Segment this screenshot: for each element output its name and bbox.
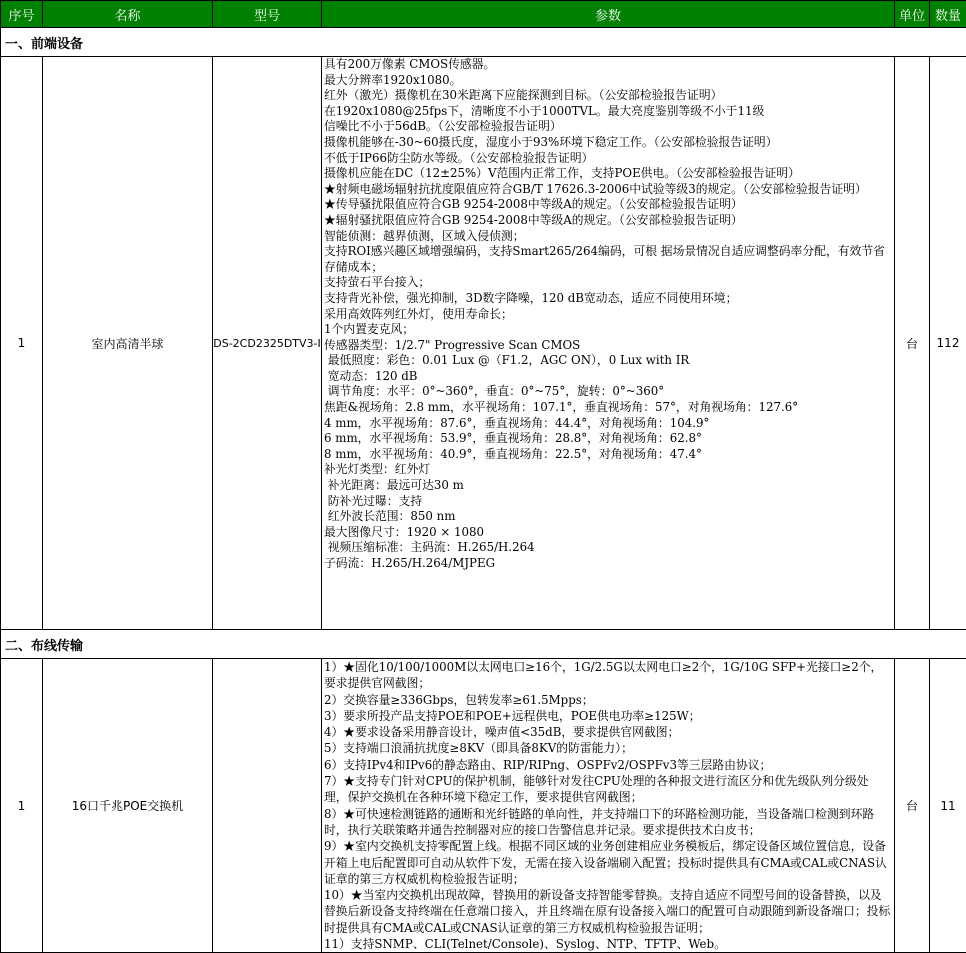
param-line: 7）★支持专门针对CPU的保护机制，能够针对发往CPU处理的各种报文进行流区分和优先级队列分级处理，保护交换机在各种环境下稳定工作，要求提供官网截图；: [324, 773, 892, 806]
param-line: 支持萤石平台接入；: [324, 275, 892, 291]
param-line: 支持ROI感兴趣区域增强编码，支持Smart265/264编码，可根 据场景情况自适应调整码率分配，有效节省存储成本；: [324, 244, 892, 275]
param-line: 补光距离：最远可达30 m: [324, 478, 892, 494]
header-index: 序号: [1, 1, 43, 28]
param-line: 1）★固化10/100/1000M以太网电口≥16个，1G/2.5G以太网电口≥2个，1G/10G SFP+光接口≥2个，要求提供官网截图；: [324, 659, 892, 692]
param-line: 具有200万像素 CMOS传感器。: [324, 57, 892, 73]
param-line: 在1920x1080@25fps下，清晰度不小于1000TVL。最大亮度鉴别等级不小于11级: [324, 104, 892, 120]
param-line: 9）★室内交换机支持零配置上线。根据不同区域的业务创建相应业务模板后，绑定设备区域位置信息，设备开箱上电后配置即可自动从软件下发，无需在接入设备端刷入配置；投标时提供具有CMA或CAL或CNAS认证章的第三方权威机构检验报告证明；: [324, 838, 892, 887]
param-line: 5）支持端口浪涌抗扰度≥8KV（即具备8KV的防雷能力）；: [324, 740, 892, 756]
param-line: 最大图像尺寸：1920 × 1080: [324, 525, 892, 541]
section-title: 一、前端设备: [1, 28, 966, 57]
row-params: [322, 57, 895, 630]
row-model: DS-2CD2325DTV3-I: [213, 57, 322, 630]
row-qty: 11: [930, 659, 966, 953]
header-params: 参数: [322, 1, 895, 28]
param-line: 1个内置麦克风；: [324, 322, 892, 338]
header-row: [1, 1, 966, 28]
section-row: [1, 28, 966, 57]
section-row: [1, 630, 966, 659]
param-line: 8 mm，水平视场角：40.9°，垂直视场角：22.5°，对角视场角：47.4°: [324, 447, 892, 463]
param-line: 6）支持IPv4和IPv6的静态路由、RIP/RIPng、OSPFv2/OSPFv3等三层路由协议；: [324, 757, 892, 773]
param-line: 3）要求所投产品支持POE和POE+远程供电，POE供电功率≥125W；: [324, 708, 892, 724]
param-line: 摄像机能够在-30~60摄氏度，湿度小于93%环境下稳定工作。（公安部检验报告证明）: [324, 135, 892, 151]
row-index: 1: [1, 659, 43, 953]
param-line: 防补光过曝：支持: [324, 494, 892, 510]
param-line: 4）★要求设备采用静音设计，噪声值<35dB，要求提供官网截图；: [324, 724, 892, 740]
param-line: 6 mm，水平视场角：53.9°，垂直视场角：28.8°，对角视场角：62.8°: [324, 431, 892, 447]
row-unit: 台: [895, 57, 930, 630]
param-line: 摄像机应能在DC（12±25%）V范围内正常工作，支持POE供电。（公安部检验报告证明）: [324, 166, 892, 182]
param-line: 信噪比不小于56dB。（公安部检验报告证明）: [324, 119, 892, 135]
param-line: 补光灯类型：红外灯: [324, 462, 892, 478]
param-line: 智能侦测：越界侦测，区域入侵侦测；: [324, 229, 892, 245]
param-line: 8）★可快速检测链路的通断和光纤链路的单向性，并支持端口下的环路检测功能，当设备端口检测到环路时，执行关联策略并通告控制器对应的接口告警信息并记录。要求提供技术白皮书；: [324, 806, 892, 839]
section-title: 二、布线传输: [1, 630, 966, 659]
param-line: 不低于IP66防尘防水等级。（公安部检验报告证明）: [324, 151, 892, 167]
row-params: [322, 659, 895, 953]
param-line: 传感器类型：1/2.7" Progressive Scan CMOS: [324, 338, 892, 354]
param-line: 最低照度：彩色：0.01 Lux @（F1.2，AGC ON），0 Lux with IR: [324, 353, 892, 369]
row-qty: 112: [930, 57, 966, 630]
header-qty: 数量: [930, 1, 966, 28]
row-name: 室内高清半球: [43, 57, 213, 630]
header-unit: 单位: [895, 1, 930, 28]
param-line: 视频压缩标准：主码流：H.265/H.264: [324, 540, 892, 556]
param-line: 10）★当室内交换机出现故障，替换用的新设备支持智能零替换。支持自适应不同型号间的设备替换，以及替换后新设备支持终端在任意端口接入，并且终端在原有设备接入端口的配置可自动跟随到新设备端口；投标时提供具有CMA或CAL或CNAS认证章的第三方权威机构检验报告证明；: [324, 887, 892, 936]
row-index: 1: [1, 57, 43, 630]
row-model: [213, 659, 322, 953]
param-line: 红外波长范围：850 nm: [324, 509, 892, 525]
param-line: 支持背光补偿，强光抑制，3D数字降噪，120 dB宽动态，适应不同使用环境；: [324, 291, 892, 307]
table-row: [1, 57, 966, 630]
param-line: 调节角度：水平：0°~360°，垂直：0°~75°，旋转：0°~360°: [324, 384, 892, 400]
header-name: 名称: [43, 1, 213, 28]
table-row: [1, 659, 966, 953]
param-line: 宽动态：120 dB: [324, 369, 892, 385]
param-line: 4 mm，水平视场角：87.6°，垂直视场角：44.4°，对角视场角：104.9°: [324, 416, 892, 432]
param-line: ★射频电磁场辐射抗扰度限值应符合GB/T 17626.3-2006中试验等级3的规定。（公安部检验报告证明）: [324, 182, 892, 198]
param-line: 最大分辨率1920x1080。: [324, 73, 892, 89]
row-name: 16口千兆POE交换机: [43, 659, 213, 953]
header-model: 型号: [213, 1, 322, 28]
row-unit: 台: [895, 659, 930, 953]
param-line: 采用高效阵列红外灯，使用寿命长；: [324, 307, 892, 323]
param-line: 焦距&视场角：2.8 mm，水平视场角：107.1°，垂直视场角：57°，对角视场角：127.6°: [324, 400, 892, 416]
param-line: ★辐射骚扰限值应符合GB 9254-2008中等级A的规定。（公安部检验报告证明）: [324, 213, 892, 229]
param-line: 2）交换容量≥336Gbps，包转发率≥61.5Mpps；: [324, 692, 892, 708]
param-line: 子码流：H.265/H.264/MJPEG: [324, 556, 892, 572]
param-line: 红外（激光）摄像机在30米距离下应能探测到目标。（公安部检验报告证明）: [324, 88, 892, 104]
param-line: ★传导骚扰限值应符合GB 9254-2008中等级A的规定。（公安部检验报告证明）: [324, 197, 892, 213]
param-line: 11）支持SNMP、CLI(Telnet/Console)、Syslog、NTP、TFTP、Web。: [324, 936, 892, 952]
